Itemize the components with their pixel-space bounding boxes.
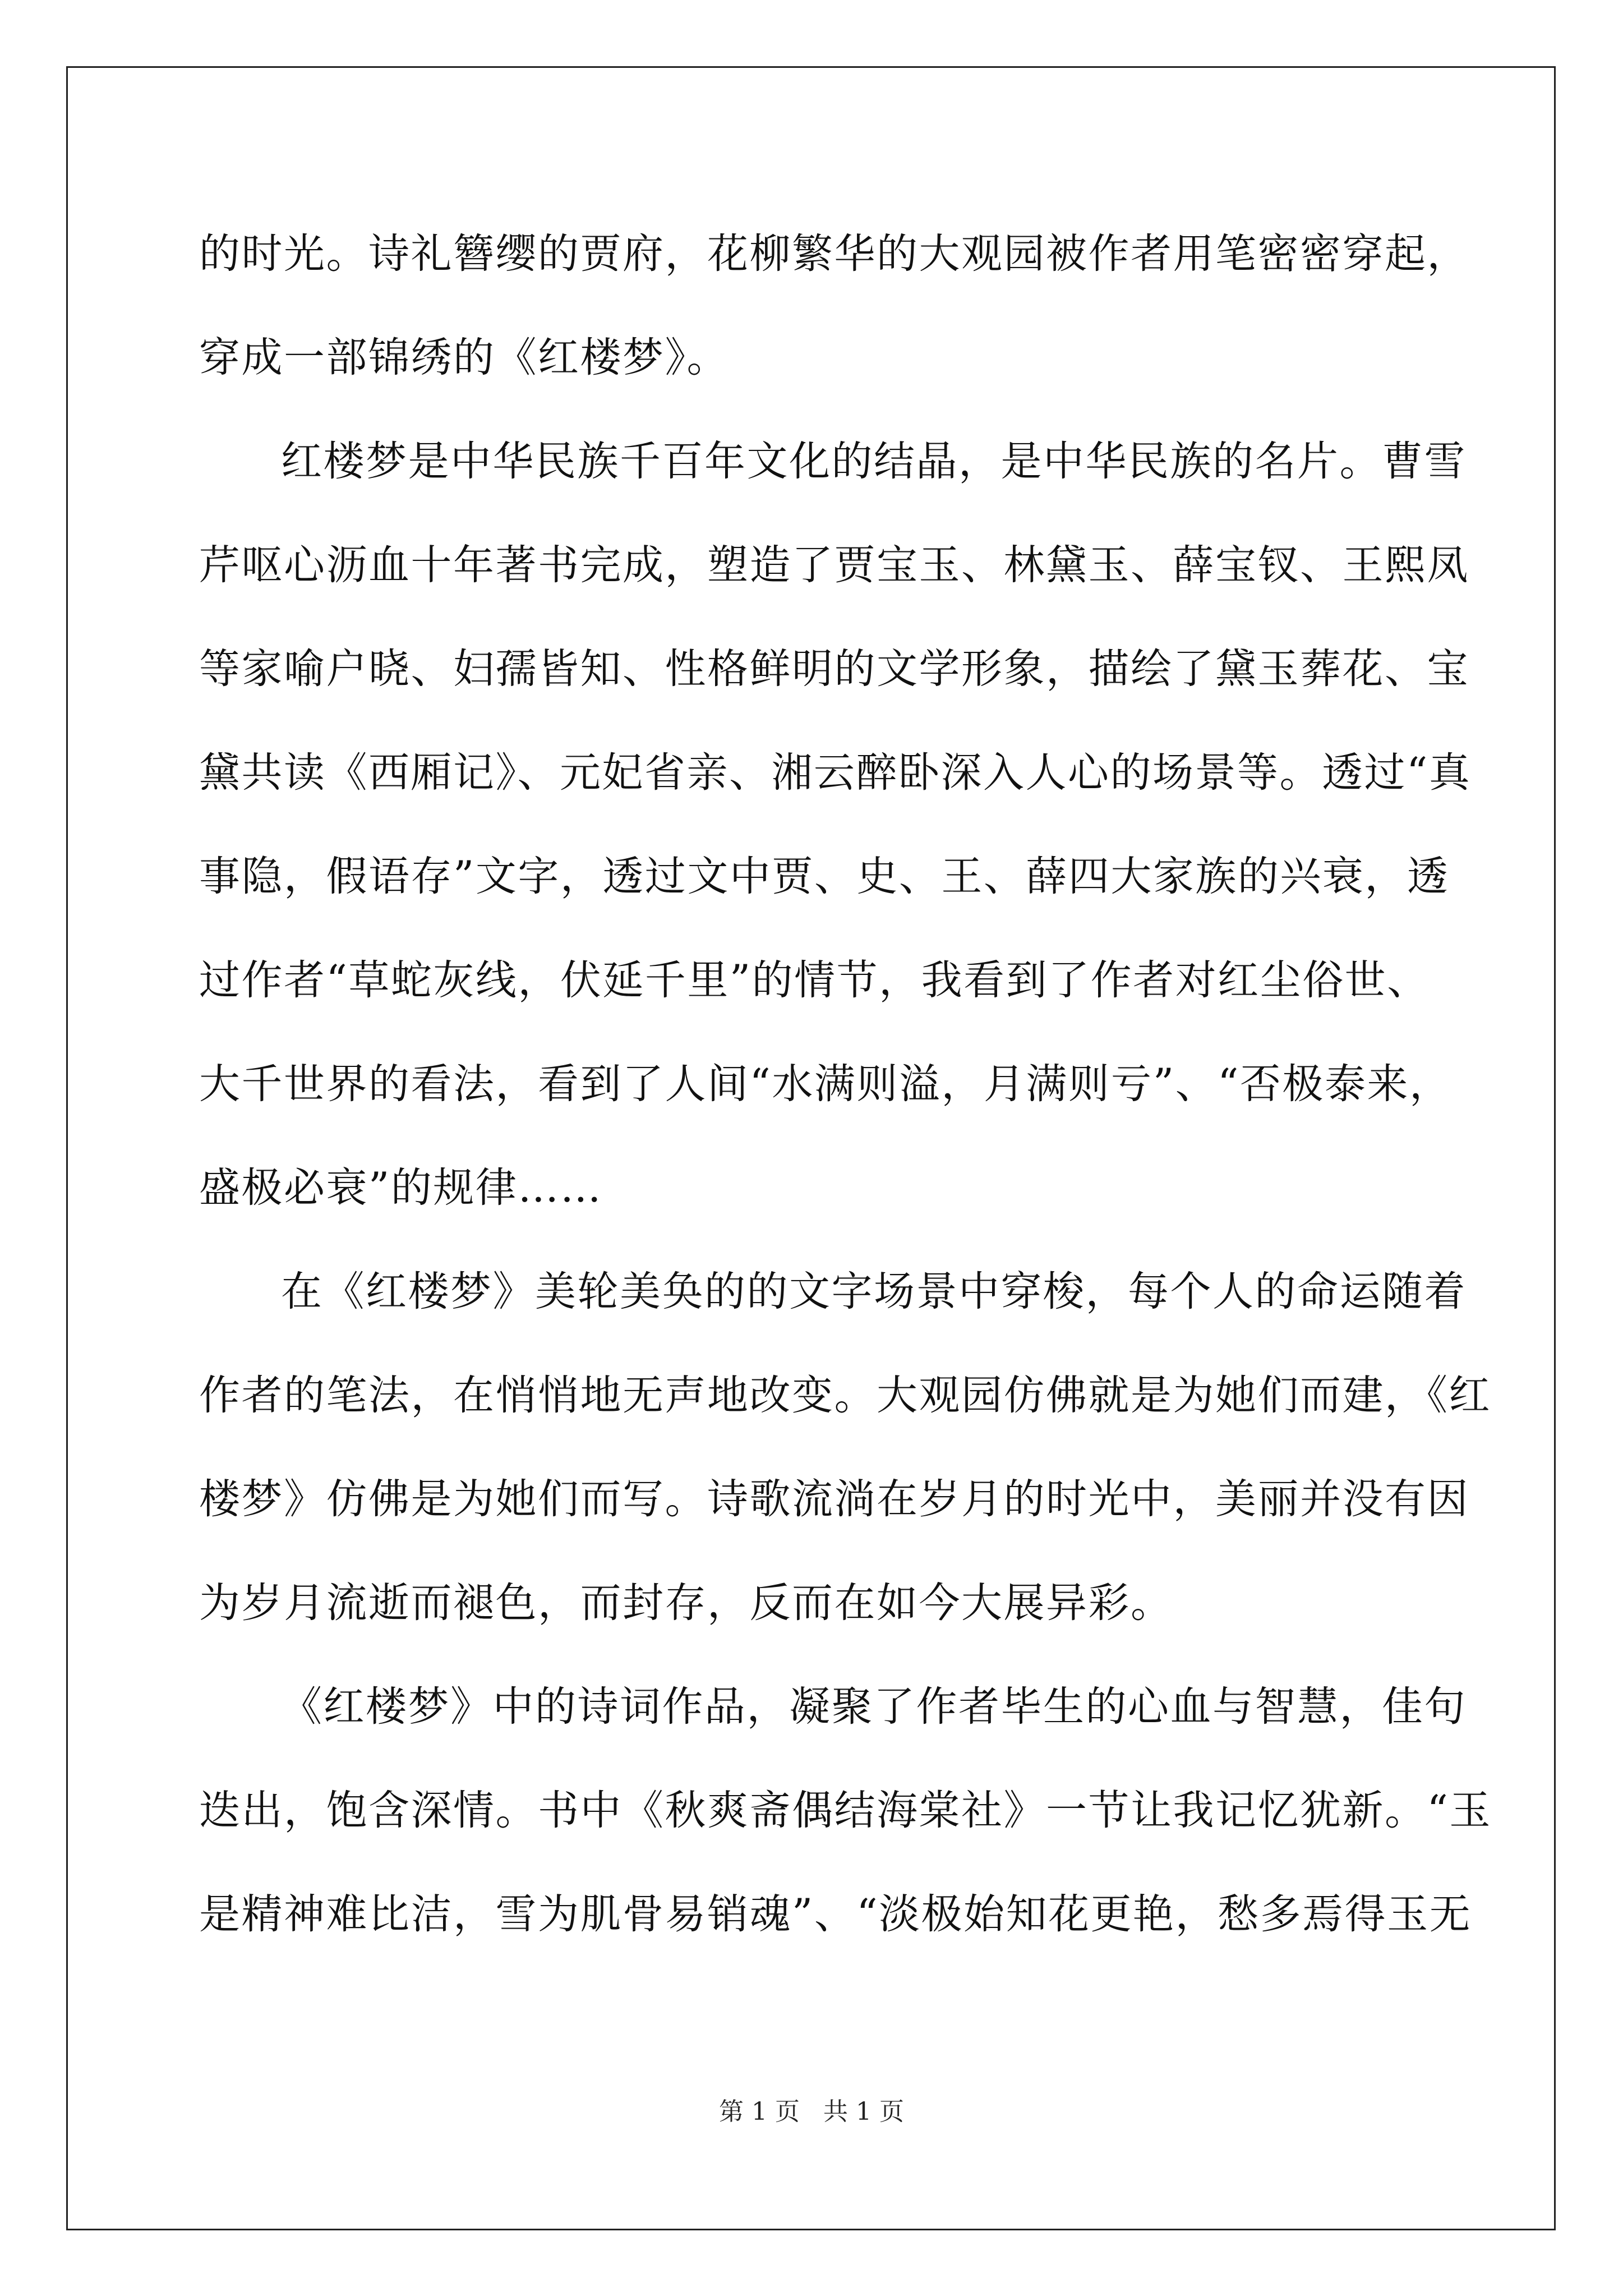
text-line-12: 作者的笔法，在悄悄地无声地改变。大观园仿佛就是为她们而建，《红 [199, 1372, 1491, 1419]
text-line-1: 的时光。诗礼簪缨的贾府，花柳繁华的大观园被作者用笔密密穿起， [199, 230, 1469, 278]
text-line-9: 大千世界的看法，看到了人间“水满则溢，月满则亏”、“否极泰来， [199, 1060, 1452, 1108]
text-line-14: 为岁月流逝而褪色，而封存，反而在如今大展异彩。 [199, 1579, 1173, 1627]
text-line-6: 黛共读《西厢记》、元妃省亲、湘云醉卧深入人心的场景等。透过“真 [199, 749, 1472, 797]
text-line-8: 过作者“草蛇灰线，伏延千里”的情节，我看到了作者对红尘俗世、 [199, 956, 1430, 1004]
text-line-7: 事隐，假语存”文字，透过文中贾、史、王、薛四大家族的兴衰，透 [199, 853, 1450, 900]
text-line-15: 《红楼梦》中的诗词作品，凝聚了作者毕生的心血与智慧，佳句 [281, 1683, 1467, 1731]
page-footer: 第 1 页 共 1 页 [719, 2097, 904, 2126]
text-line-10: 盛极必衰”的规律…… [199, 1164, 603, 1212]
text-line-16: 迭出，饱含深情。书中《秋爽斋偶结海棠社》一节让我记忆犹新。“玉 [199, 1787, 1492, 1834]
text-line-17: 是精神难比洁，雪为肌骨易销魂”、“淡极始知花更艳，愁多焉得玉无 [199, 1890, 1472, 1938]
text-line-4: 芹呕心沥血十年著书完成，塑造了贾宝玉、林黛玉、薛宝钗、王熙凤 [199, 541, 1469, 589]
text-line-3: 红楼梦是中华民族千百年文化的结晶，是中华民族的名片。曹雪 [281, 438, 1467, 485]
document-body [199, 202, 1492, 1966]
text-line-2: 穿成一部锦绣的《红楼梦》。 [199, 334, 729, 381]
text-line-5: 等家喻户晓、妇孺皆知、性格鲜明的文学形象，描绘了黛玉葬花、宝 [199, 645, 1469, 693]
text-line-13: 楼梦》仿佛是为她们而写。诗歌流淌在岁月的时光中，美丽并没有因 [199, 1475, 1469, 1523]
text-line-11: 在《红楼梦》美轮美奂的的文字场景中穿梭，每个人的命运随着 [281, 1268, 1467, 1315]
